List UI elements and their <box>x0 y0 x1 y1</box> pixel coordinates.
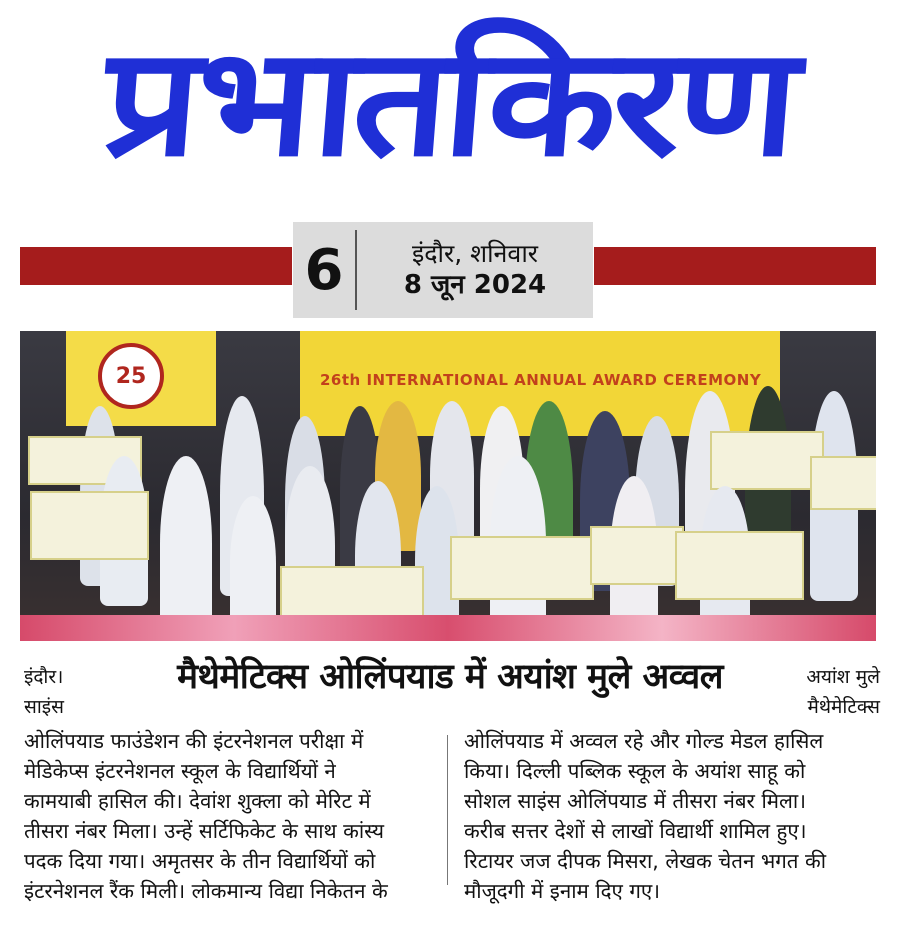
lead-right-line: अयांश मुले <box>806 666 880 688</box>
article-headline: मैथेमेटिक्स ओलिंपयाड में अयांश मुले अव्वल <box>177 657 723 697</box>
body-line: ओलिंपयाड में अव्वल रहे और गोल्ड मेडल हासिल <box>464 729 824 753</box>
body-line: पदक दिया गया। अमृतसर के तीन विद्यार्थियों को <box>24 849 376 873</box>
page-number: 6 <box>293 230 357 310</box>
award-cheque <box>590 526 684 585</box>
header-rule-left <box>20 247 292 285</box>
award-cheque <box>710 431 824 490</box>
lead-right-line: मैथेमेटिक्स <box>807 696 880 718</box>
body-line: करीब सत्तर देशों से लाखों विद्यार्थी शामिल हुए। <box>464 819 807 843</box>
header-rule-right <box>594 247 876 285</box>
award-cheque <box>810 456 876 510</box>
body-line: सोशल साइंस ओलिंपयाड में तीसरा नंबर मिला। <box>464 789 807 813</box>
body-line: रिटायर जज दीपक मिसरा, लेखक चेतन भगत की <box>464 849 827 873</box>
article-lead-right <box>770 662 880 722</box>
article-column-right <box>464 726 884 906</box>
award-cheque <box>30 491 149 560</box>
body-line: मेडिकेप्स इंटरनेशनल स्कूल के विद्यार्थियों ने <box>24 759 336 783</box>
dateline-box <box>293 222 593 318</box>
anniversary-logo: 25 <box>98 343 164 409</box>
dateline-lead: साइंस <box>24 696 64 718</box>
body-line: कामयाबी हासिल की। देवांश शुक्ला को मेरिट में <box>24 789 371 813</box>
dateline-city: इंदौर। <box>24 666 64 688</box>
news-photo <box>20 331 876 641</box>
column-divider <box>447 735 448 885</box>
flower-decoration <box>20 615 876 641</box>
award-cheque <box>450 536 594 600</box>
body-line: मौजूदगी में इनाम दिए गए। <box>464 879 661 903</box>
body-line: इंटरनेशनल रैंक मिली। लोकमान्य विद्या निकेतन के <box>24 879 388 903</box>
body-line: ओलिंपयाड फाउंडेशन की इंटरनेशनल परीक्षा में <box>24 729 364 753</box>
newspaper-title: प्रभातकिरण <box>98 15 802 190</box>
city-day: इंदौर, शनिवार <box>411 239 539 269</box>
article-dateline <box>24 662 64 722</box>
person <box>230 496 276 631</box>
person <box>160 456 212 631</box>
ceremony-banner: 26th INTERNATIONAL ANNUAL AWARD CEREMONY <box>320 371 762 389</box>
masthead <box>0 0 900 215</box>
body-line: किया। दिल्ली पब्लिक स्कूल के अयांश साहू को <box>464 759 806 783</box>
date-block <box>357 222 593 318</box>
issue-date: 8 जून 2024 <box>403 270 547 301</box>
body-line: तीसरा नंबर मिला। उन्हें सर्टिफिकेट के साथ कांस्य <box>24 819 385 843</box>
article-column-left <box>24 726 434 906</box>
award-cheque <box>675 531 804 600</box>
